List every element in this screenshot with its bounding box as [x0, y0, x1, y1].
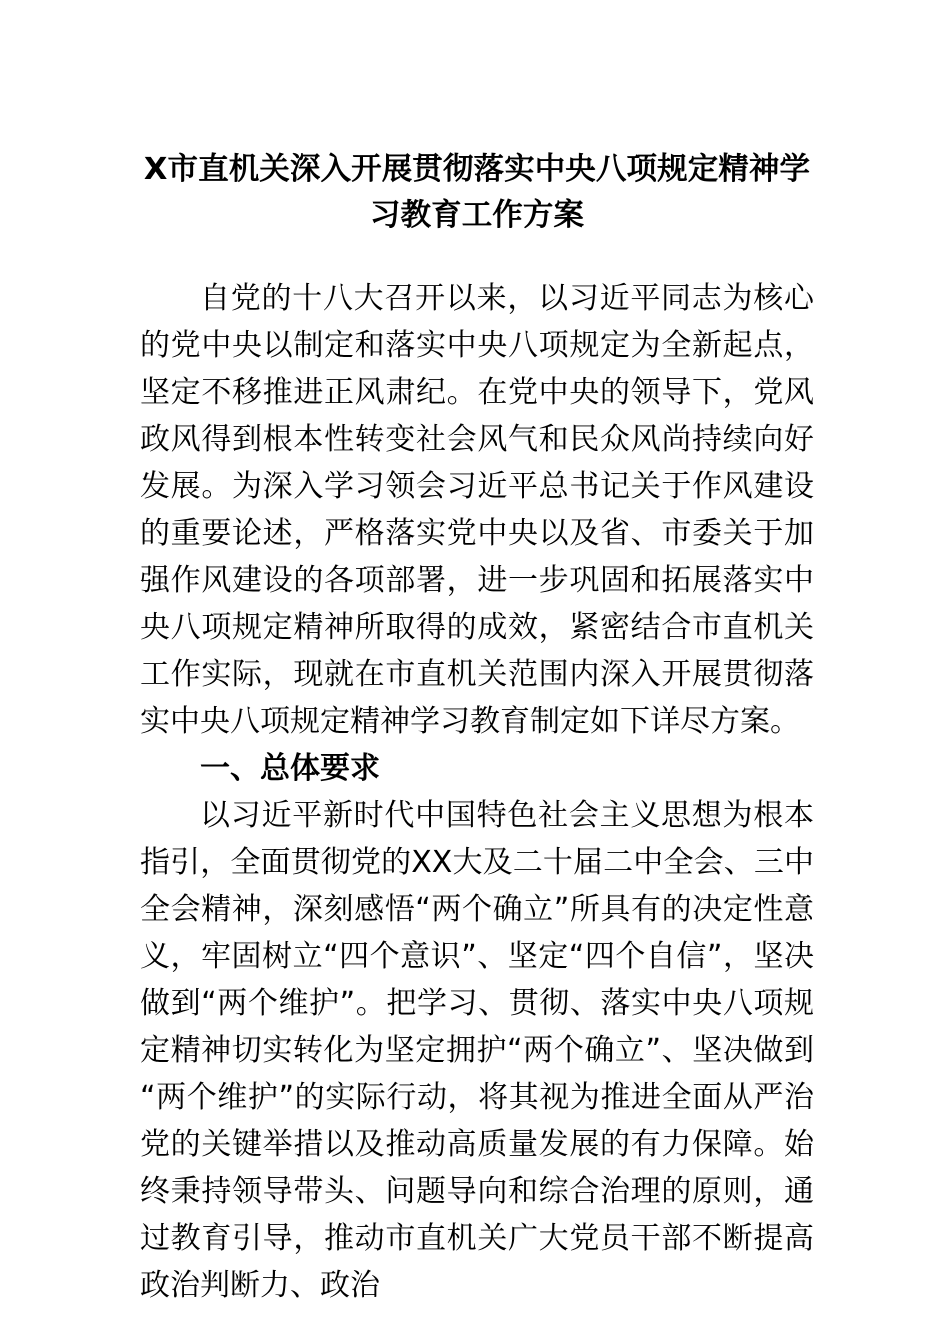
section-heading-overall-requirements: 一、总体要求 — [200, 751, 380, 786]
page-title: X市直机关深入开展贯彻落实中央八项规定精神学习教育工作方案 — [143, 152, 811, 233]
paragraph-section-1-body: 以习近平新时代中国特色社会主义思想为根本指引，全面贯彻党的XX大及二十届二中全会、三中全会精神，深刻感悟“两个确立”所具有的决定性意义，牢固树立“四个意识”、坚定“四个自信”，坚决做到“两个维护”。把学习、贯彻、落实中央八项规定精神切实转化为坚定拥护“两个确立”、坚决做到“两个维护”的实际行动，将其视为推进全面从严治党的关键举措以及推动高质量发展的有力保障。始终秉持领导带头、问题导向和综合治理的原则，通过教育引导，推动市直机关广大党员干部不断提高政治判断力、政治 — [140, 798, 814, 1303]
document-text-column — [140, 0, 814, 1309]
paragraph-intro: 自党的十八大召开以来，以习近平同志为核心的党中央以制定和落实中央八项规定为全新起点，坚定不移推进正风肃纪。在党中央的领导下，党风政风得到根本性转变社会风气和民众风尚持续向好发展。为深入学习领会习近平总书记关于作风建设的重要论述，严格落实党中央以及省、市委关于加强作风建设的各项部署，进一步巩固和拓展落实中央八项规定精神所取得的成效，紧密结合市直机关工作实际，现就在市直机关范围内深入开展贯彻落实中央八项规定精神学习教育制定如下详尽方案。 — [140, 281, 814, 739]
